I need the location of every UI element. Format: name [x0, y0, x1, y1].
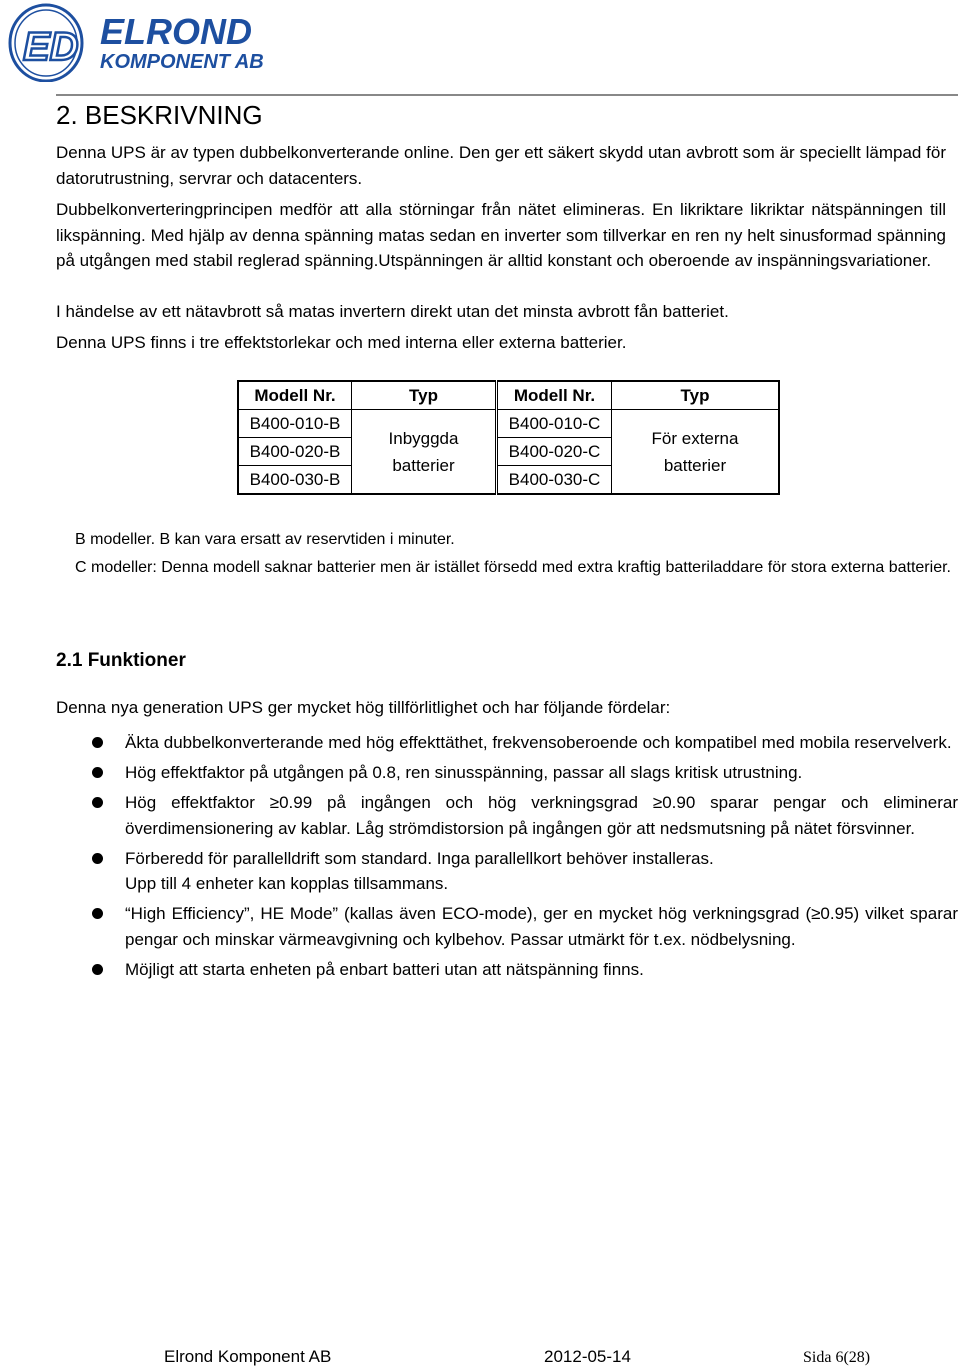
- bullet-icon: [92, 964, 103, 975]
- logo-name-line1: ELROND: [100, 11, 252, 52]
- footer-page-number: Sida 6(28): [803, 1349, 871, 1366]
- bullet-icon: [92, 853, 103, 864]
- c-type-line2: batterier: [663, 455, 727, 475]
- feature-text: Hög effektfaktor ≥0.99 på ingången och hög verkningsgrad ≥0.90 sparar pengar och eliminerar överdimensionering av kablar. Låg strömdistorsion på ingången gör att nedsmutsning på nätet försvinner.: [125, 793, 958, 838]
- table-cell-b-type: [352, 410, 497, 495]
- table-header-cell: Typ: [352, 381, 497, 410]
- table-cell: B400-020-B: [238, 438, 352, 466]
- feature-text: Äkta dubbelkonverterande med hög effekttäthet, frekvensoberoende och kompatibel med mobila reservelverk.: [125, 733, 952, 752]
- list-item: [56, 730, 958, 756]
- table-cell: B400-010-C: [497, 410, 612, 438]
- logo-name-line2: KOMPONENT AB: [100, 51, 264, 73]
- b-type-line2: batterier: [392, 455, 455, 475]
- header-divider: [56, 94, 958, 96]
- table-header-cell: Modell Nr.: [497, 381, 612, 410]
- list-item: [56, 760, 958, 786]
- table-cell: B400-020-C: [497, 438, 612, 466]
- section-title: 2. BESKRIVNING: [56, 100, 263, 130]
- feature-text: Hög effektfaktor på utgången på 0.8, ren sinusspänning, passar all slags kritisk utrustning.: [125, 763, 803, 782]
- bullet-icon: [92, 797, 103, 808]
- logo-monogram: ED: [23, 25, 79, 69]
- table-row: [238, 410, 779, 438]
- table-header-cell: Typ: [612, 381, 780, 410]
- intro-paragraph-1: Denna UPS är av typen dubbelkonverterande online. Den ger ett säkert skydd utan avbrott som är speciellt lämpad för datorutrustning, servrar och datacenters.: [56, 143, 946, 188]
- c-type-line1: För externa: [651, 428, 739, 448]
- table-cell: B400-010-B: [238, 410, 352, 438]
- bullet-icon: [92, 737, 103, 748]
- footer-date: 2012-05-14: [544, 1347, 631, 1366]
- model-table: [237, 380, 780, 495]
- b-type-line1: Inbyggda: [388, 428, 459, 448]
- features-intro: Denna nya generation UPS ger mycket hög tillförlitlighet och har följande fördelar:: [56, 698, 671, 717]
- feature-text: Möjligt att starta enheten på enbart batteri utan att nätspänning finns.: [125, 959, 644, 979]
- table-cell: B400-030-C: [497, 466, 612, 495]
- list-item: [56, 957, 958, 983]
- list-item: [56, 901, 958, 952]
- table-cell: B400-030-B: [238, 466, 352, 495]
- note-b-models: B modeller. B kan vara ersatt av reservtiden i minuter.: [75, 531, 455, 548]
- intro-paragraph-2: Dubbelkonverteringprincipen medför att alla störningar från nätet elimineras. En likriktare likriktar nätspänningen till likspänning. Med hjälp av denna spänning matas sedan en inverter som tillverkar en ren ny helt sinusformad spänning på utgången med stabil reglerad spänning.Utspänningen är alltid konstant och oberoende av inspänningsvariationer.: [56, 200, 946, 270]
- table-header-cell: Modell Nr.: [238, 381, 352, 410]
- bullet-icon: [92, 908, 103, 919]
- table-cell-c-type: [612, 410, 780, 495]
- company-logo: [4, 2, 304, 82]
- feature-text: “High Efficiency”, HE Mode” (kallas även ECO-mode), ger en mycket hög verkningsgrad (≥0.95) vilket sparar pengar och minskar värmeavgivning och kylbehov. Passar utmärkt för t.ex. nödbelysning.: [125, 904, 958, 949]
- feature-text: Förberedd för parallelldrift som standard. Inga parallellkort behöver installeras. Upp till 4 enheter kan kopplas tillsammans.: [125, 848, 714, 893]
- list-item: [56, 846, 958, 897]
- note-c-models: C modeller: Denna modell saknar batterier men är istället försedd med extra kraftig batteriladdare för stora externa batterier.: [75, 559, 951, 576]
- intro-paragraph-3: I händelse av ett nätavbrott så matas invertern direkt utan det minsta avbrott fån batteriet.: [56, 302, 729, 321]
- table-header-row: [238, 381, 779, 410]
- subsection-title: 2.1 Funktioner: [56, 650, 186, 671]
- list-item: [56, 790, 958, 841]
- bullet-icon: [92, 767, 103, 778]
- features-list: [56, 730, 958, 987]
- intro-paragraph-4: Denna UPS finns i tre effektstorlekar och med interna eller externa batterier.: [56, 333, 627, 352]
- footer-company: Elrond Komponent AB: [164, 1347, 332, 1366]
